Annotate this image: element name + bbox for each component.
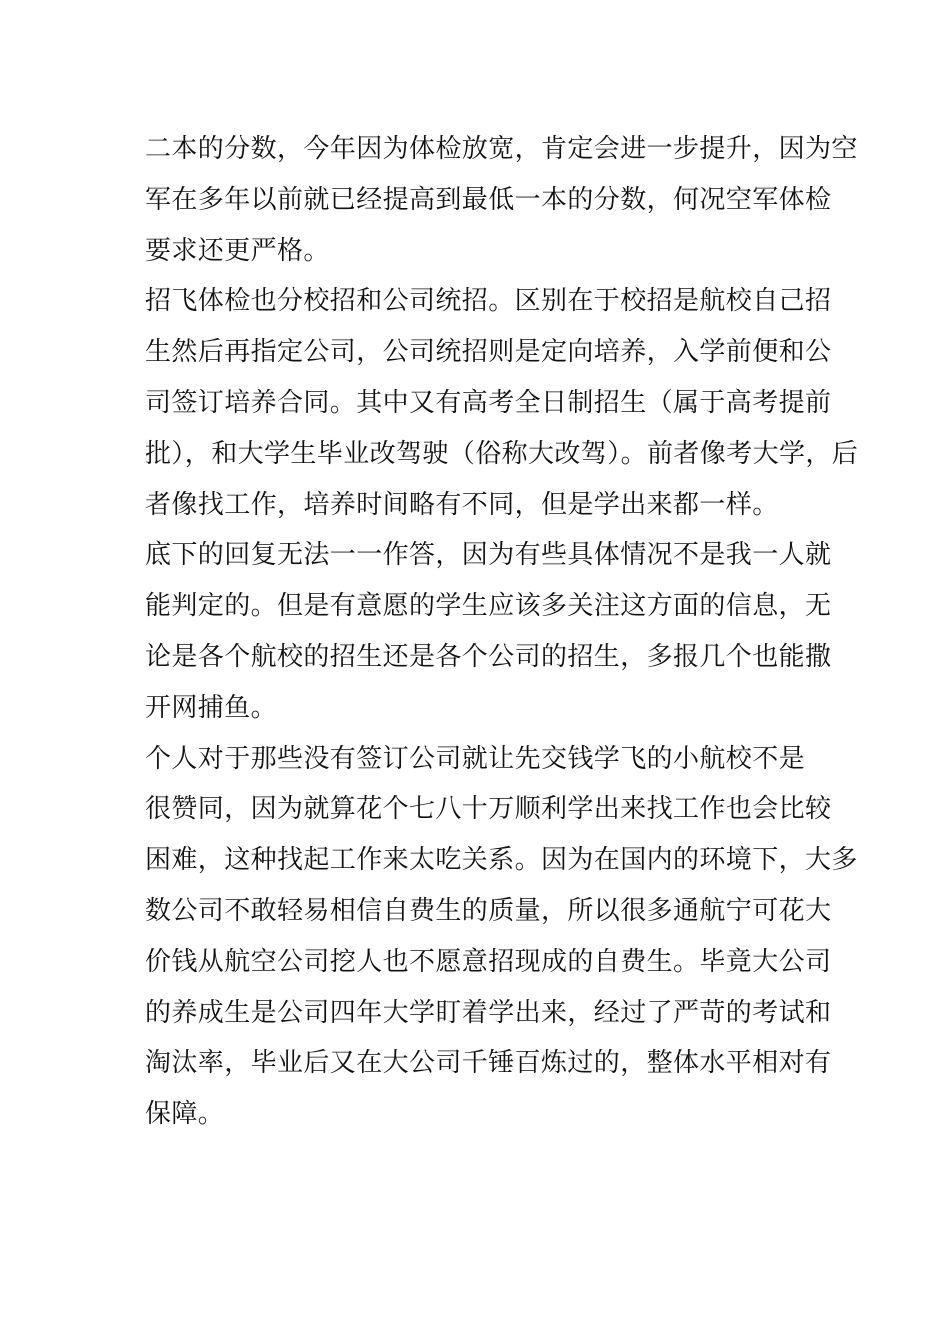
text-line: 司签订培养合同。其中又有高考全日制招生（属于高考提前 xyxy=(145,387,832,418)
text-line: 者像找工作，培养时间略有不同，但是学出来都一样。 xyxy=(145,489,779,520)
text-line: 底下的回复无法一一作答，因为有些具体情况不是我一人就 xyxy=(145,540,832,571)
text-line: 淘汰率，毕业后又在大公司千锤百炼过的，整体水平相对有 xyxy=(145,1048,832,1079)
text-line: 二本的分数，今年因为体检放宽，肯定会进一步提升，因为空 xyxy=(145,134,858,164)
text-line: 开网捕鱼。 xyxy=(145,692,278,723)
text-line: 的养成生是公司四年大学盯着学出来，经过了严苛的考试和 xyxy=(145,997,832,1028)
text-line: 个人对于那些没有签订公司就让先交钱学飞的小航校不是 xyxy=(145,743,806,774)
paragraph-3 xyxy=(145,530,832,733)
text-line: 保障。 xyxy=(145,1099,225,1130)
text-line: 论是各个航校的招生还是各个公司的招生，多报几个也能撒 xyxy=(145,641,832,672)
paragraph-4 xyxy=(145,734,858,1140)
text-line: 很赞同，因为就算花个七八十万顺利学出来找工作也会比较 xyxy=(145,794,832,825)
document-body xyxy=(145,124,859,1140)
text-line: 要求还更严格。 xyxy=(145,235,330,266)
text-line: 能判定的。但是有意愿的学生应该多关注这方面的信息，无 xyxy=(145,591,832,622)
paragraph-1 xyxy=(145,124,858,276)
text-line: 困难，这种找起工作来太吃关系。因为在国内的环境下，大多 xyxy=(145,845,858,876)
paragraph-2 xyxy=(145,276,859,530)
text-line: 军在多年以前就已经提高到最低一本的分数，何况空军体检 xyxy=(145,184,832,215)
text-line: 批），和大学生毕业改驾驶（俗称大改驾）。前者像考大学，后 xyxy=(145,438,859,469)
text-line: 数公司不敢轻易相信自费生的质量，所以很多通航宁可花大 xyxy=(145,895,832,926)
text-line: 生然后再指定公司，公司统招则是定向培养，入学前便和公 xyxy=(145,337,832,368)
text-line: 价钱从航空公司挖人也不愿意招现成的自费生。毕竟大公司 xyxy=(145,946,832,977)
text-line: 招飞体检也分校招和公司统招。区别在于校招是航校自己招 xyxy=(145,286,832,317)
